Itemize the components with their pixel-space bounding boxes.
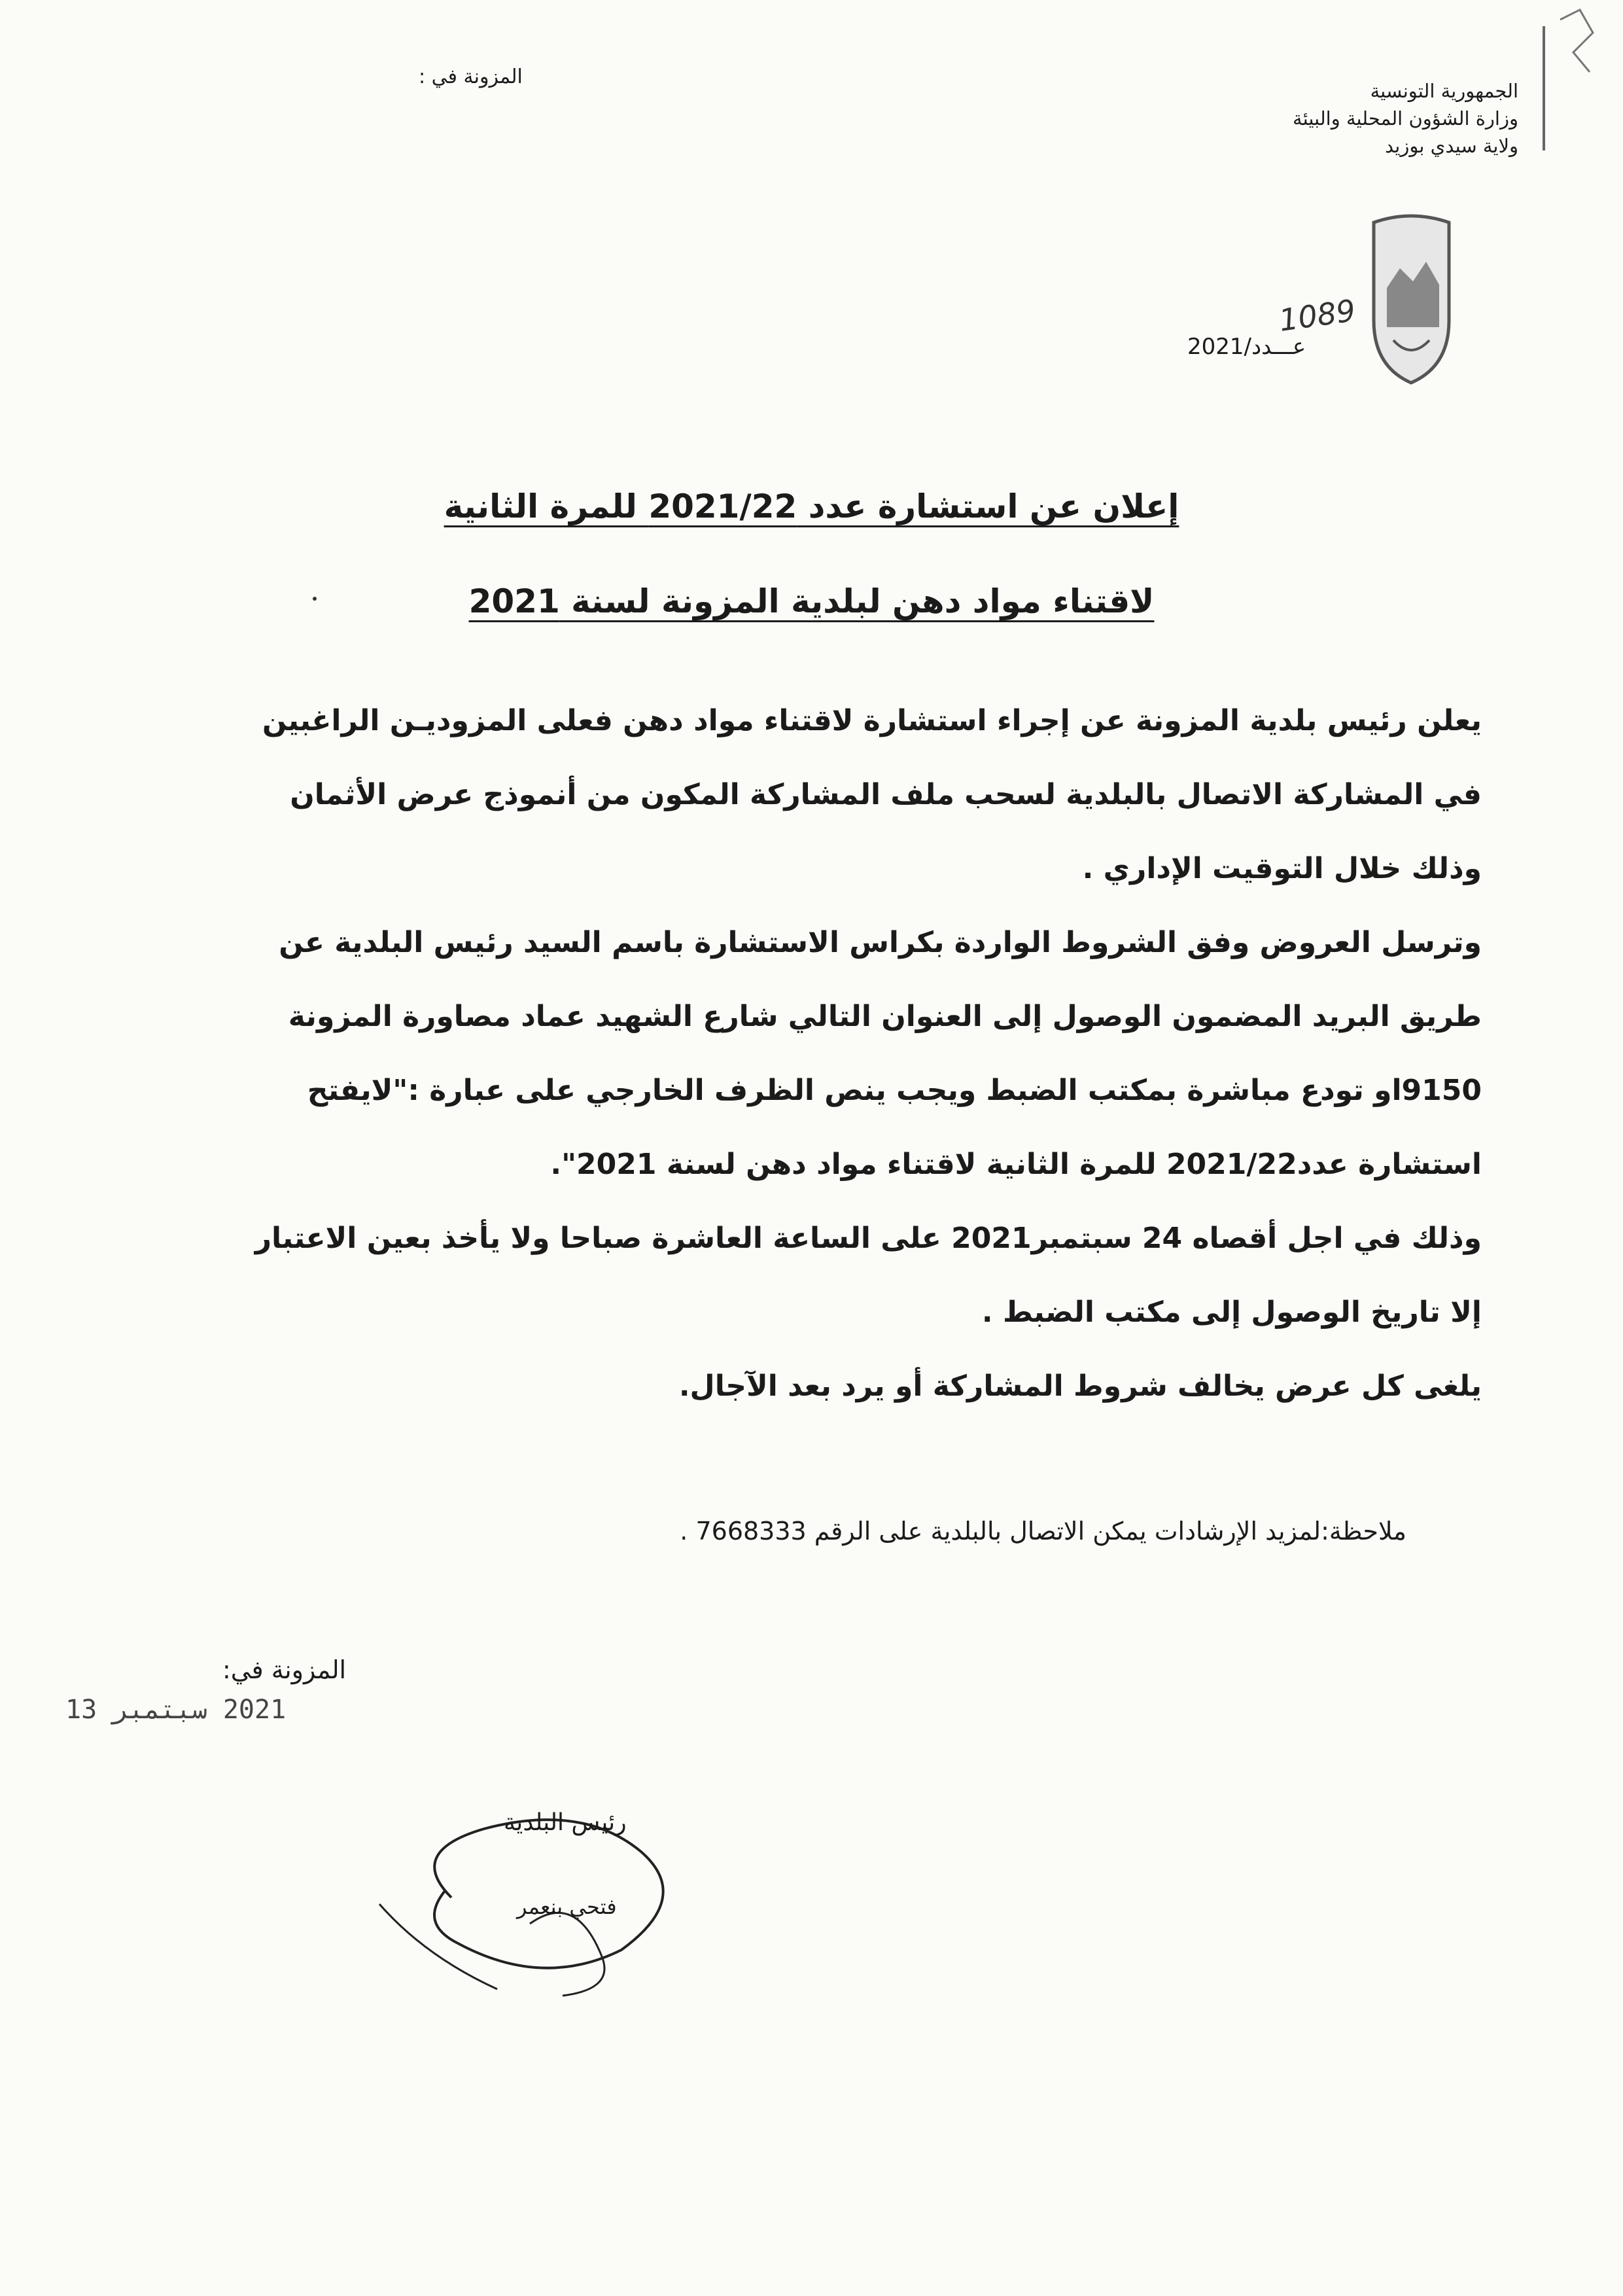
signatory-name: فتحي بنعمر [517, 1894, 617, 1919]
header-issuer-block [1293, 77, 1518, 160]
municipality-logo-icon [1367, 209, 1456, 386]
announcement-title [0, 487, 1623, 525]
reference-number-line: عـــدد/2021 [1187, 334, 1306, 360]
ministry-line: وزارة الشؤون المحلية والبيئة [1293, 107, 1518, 130]
body-paragraph-4: يلغى كل عرض يخالف شروط المشاركة أو يرد بعد الآجال. [678, 1369, 1482, 1403]
margin-scribble [1554, 7, 1606, 118]
title-line-1: إعلان عن استشارة عدد 2021/22 للمرة الثانية [444, 487, 1179, 525]
title-line-2: لاقتناء مواد دهن لبلدية المزونة لسنة 2021 [468, 582, 1155, 620]
date-stamp: 2021 سبتمبر 13 [65, 1695, 287, 1725]
footer-place-label: المزونة في: [222, 1655, 347, 1684]
governorate-line: ولاية سيدي بوزيد [1385, 135, 1518, 157]
republic-line: الجمهورية التونسية [1370, 80, 1518, 102]
header-place-label: المزونة في : [419, 65, 523, 88]
signatory-title: رئيس البلدية [504, 1809, 627, 1836]
ink-dot [313, 597, 317, 601]
contact-note: ملاحظة:لمزيد الإرشادات يمكن الاتصال بالبلدية على الرقم 7668333 . [680, 1517, 1406, 1545]
announcement-subtitle [0, 582, 1623, 620]
handwritten-reference-number: 1089 [1276, 292, 1358, 338]
body-paragraph-1: يعلن رئيس بلدية المزونة عن إجراء استشارة لاقتناء مواد دهن فعلى المزوديـن الراغبين في المشاركة الاتصال بالبلدية لسحب ملف المشاركة المكون من أنموذج عرض الأثمان وذلك خلال التوقيت الإداري . [262, 704, 1482, 885]
header-divider [1543, 26, 1545, 150]
body-paragraph-2: وترسل العروض وفق الشروط الواردة بكراس الاستشارة باسم السيد رئيس البلدية عن طريق البريد المضمون الوصول إلى العنوان التالي شارع الشهيد عماد مصاورة المزونة 9150او تودع مباشرة بمكتب الضبط ويجب ينص الظرف الخارجي على عبارة :"لايفتح استشارة عدد2021/22 للمرة الثانية لاقتناء مواد دهن لسنة 2021". [279, 926, 1482, 1181]
body-paragraph-3: وذلك في اجل أقصاه 24 سبتمبر2021 على الساعة العاشرة صباحا ولا يأخذ بعين الاعتبار إلا تاريخ الوصول إلى مكتب الضبط . [254, 1222, 1482, 1329]
announcement-body [216, 684, 1482, 1423]
